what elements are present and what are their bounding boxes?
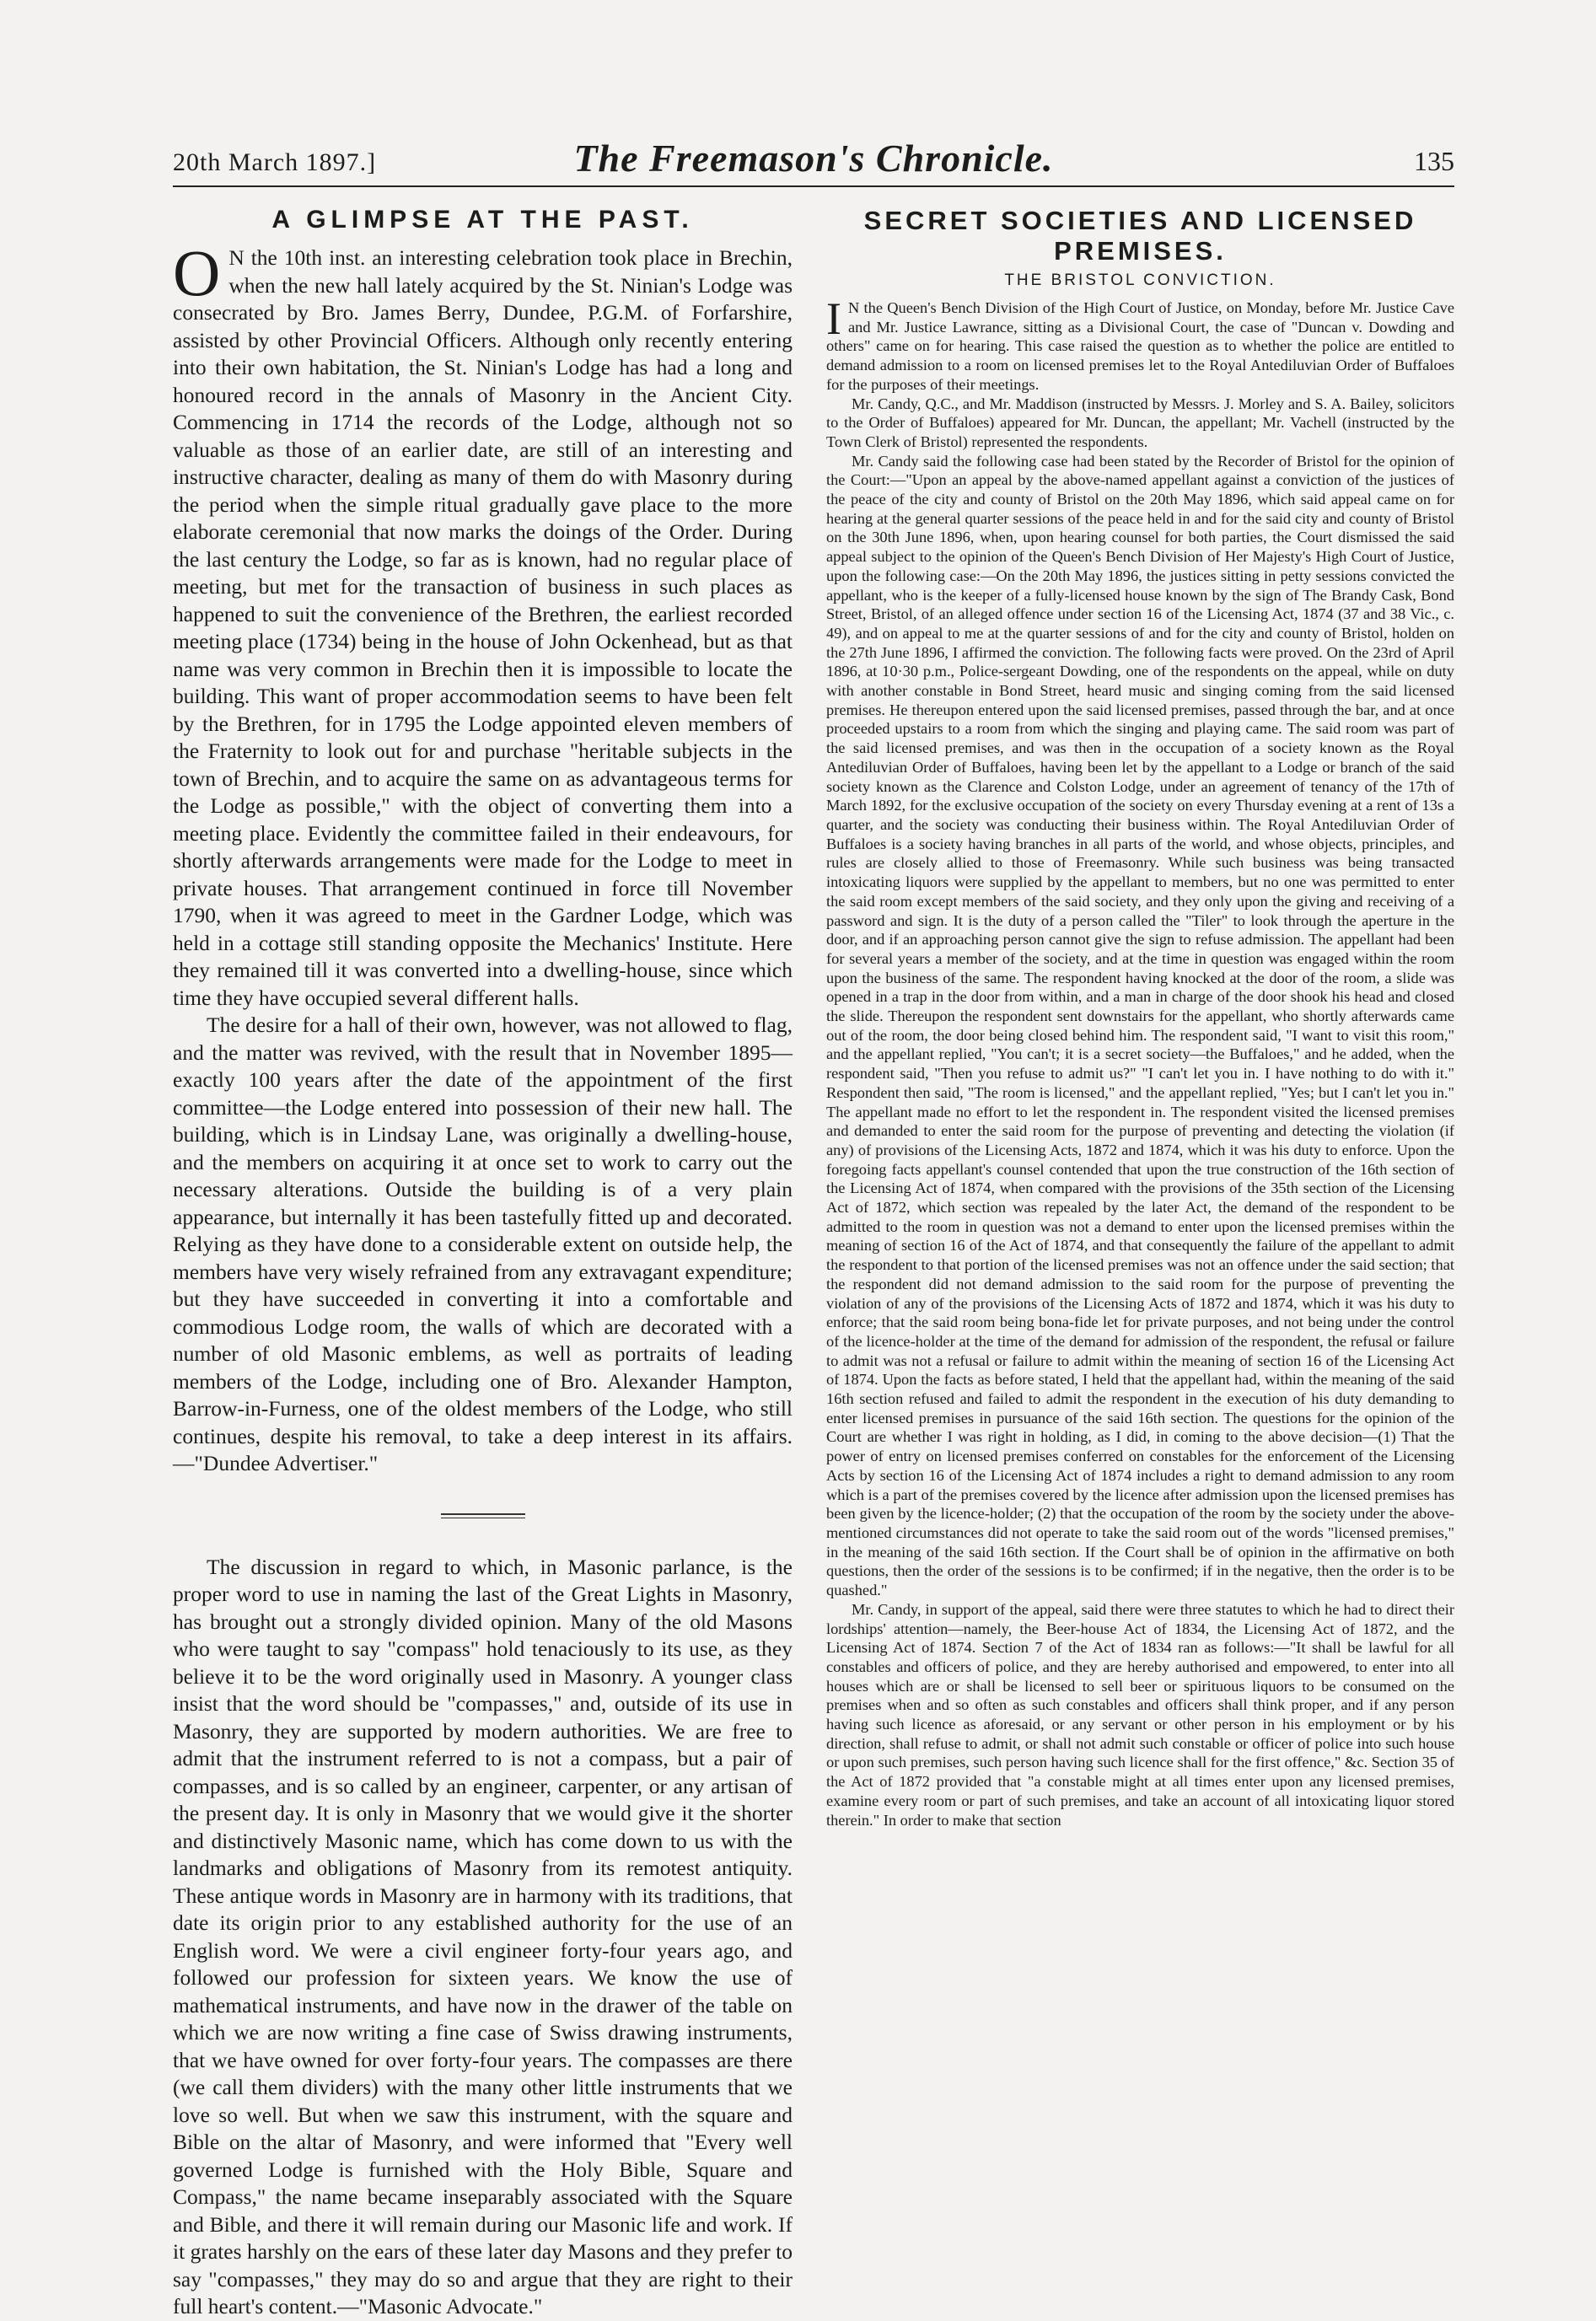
right-column (826, 202, 1454, 2158)
newspaper-title: The Freemason's Chronicle. (573, 137, 1054, 180)
article-paragraph: Mr. Candy said the following case had been stated by the Recorder of Bristol for the opinion of the Court:—"Upon an appeal by the above-named appellant against a conviction of the justices of the peace of the city and county of Bristol on the 20th May 1896, which said appeal came on for hearing at the general quarter sessions of the peace held in and for the said city and county of Bristol on the 30th June 1896, when, upon hearing counsel for both parties, the Court dismissed the said appeal subject to the opinion of the Queen's Bench Division of Her Majesty's High Court of Justice, upon the following case:—On the 20th May 1896, the justices sitting in petty sessions convicted the appellant, who is the keeper of a fully-licensed house known by the sign of The Brandy Cask, Bond Street, Bristol, of an alleged offence under section 16 of the Licensing Act, 1874 (37 and 38 Vic., c. 49), and on appeal to me at the quarter sessions of and for the city and county of Bristol, holden on the 27th June 1896, I affirmed the conviction. The following facts were proved. On the 23rd of April 1896, at 10·30 p.m., Police-sergeant Dowding, one of the respondents on the appeal, while on duty with another constable in Bond Street, heard music and singing coming from the said licensed premises. He thereupon entered upon the said licensed premises, passed through the bar, and at once proceeded upstairs to a room from which the singing and playing came. The said room was part of the said licensed premises, and was then in the occupation of a society known as the Royal Antediluvian Order of Buffaloes, having been let by the appellant to a Lodge or branch of the said society known as the Clarence and Colston Lodge, under an agreement of tenancy of the 17th of March 1892, for the exclusive occupation of the society on every Thursday evening at a rent of 13s a quarter, and the society was conducting their business within. The Royal Antediluvian Order of Buffaloes is a society having branches in all parts of the world, and whose objects, principles, and rules are closely allied to those of Freemasonry. While such business was being transacted intoxicating liquors were supplied by the appellant to members, but no one was permitted to enter the said room except members of the said society, and they only upon the giving and receiving of a password and sign. It is the duty of a person called the "Tiler" to look through the aperture in the door, and if an approaching person cannot give the sign to refuse admission. The appellant had been for several years a member of the society, and at the time in question was engaged within the room upon the business of the same. The respondent having knocked at the door of the room, a slide was opened in a trap in the door from within, and a man in charge of the door shook his head and closed the slide. Thereupon the respondent sent downstairs for the appellant, who shortly afterwards came out of the room, the door being closed behind him. The respondent said, "I want to visit this room," and the appellant replied, "You can't; it is a secret society—the Buffaloes," and he added, when the respondent said, "Then you refuse to admit us?" "I can't let you in. I have nothing to do with it." Respondent then said, "The room is licensed," and the appellant replied, "Yes; but I can't let you in." The appellant made no effort to let the respondent in. The respondent visited the licensed premises and demanded to enter the said room for the purpose of preventing and detecting the violation (if any) of provisions of the Licensing Acts, 1872 and 1874, which it was his duty to enforce. Upon the foregoing facts appellant's counsel contended that upon the true construction of the 16th section of the Licensing Act of 1874, when compared with the provisions of the 35th section of the Licensing Act of 1872, which section was repealed by the later Act, the demand of the respondent to be admitted to the room in question was not a demand to enter upon the licensed premises within the meaning of section 16 of the Act of 1874, and that consequently the failure of the appellant to admit the respondent to that portion of the licensed premises was not an offence under the said section; that the respondent did not demand admission to the said room for the purpose of preventing the violation of any of the provisions of the Licensing Acts of 1872 and 1874, which it was his duty to enforce; that the said room being bona-fide let for private purposes, and not being under the control of the licence-holder at the time of the demand for admission of the respondent, the refusal or failure to admit was not a refusal or failure to admit within the meaning of section 16 of the Licensing Act of 1874. Upon the facts as before stated, I held that the appellant had, within the meaning of the said 16th section refused and failed to admit the respondent in the execution of his duty demanding to enter licensed premises in pursuance of the said 16th section. The questions for the opinion of the Court are whether I was right in holding, as I did, in coming to the above decision—(1) That the power of entry on licensed premises conferred on constables for the enforcement of the Licensing Acts by section 16 of the Licensing Act of 1874 includes a right to demand admission to any room which is a part of the premises covered by the licence after admission upon the licensed premises has been given by the licence-holder; (2) that the occupation of the room by the society under the above-mentioned circumstances did not operate to take the said room out of the words "licensed premises," in the meaning of the said 16th section. If the Court shall be of opinion in the affirmative on both questions, then the order of the sessions is to be confirmed; if in the negative, then the order is to be quashed." (826, 452, 1454, 1599)
article-paragraph (173, 236, 793, 1012)
masthead (173, 135, 1454, 187)
article-paragraph (826, 293, 1454, 395)
left-column (173, 202, 793, 2318)
article-title-glimpse: A GLIMPSE AT THE PAST. (271, 206, 694, 234)
article-title-secret-societies: SECRET SOCIETIES AND LICENSED PREMISES. (863, 206, 1417, 266)
page-number: 135 (1414, 146, 1454, 176)
article-paragraph: Mr. Candy, Q.C., and Mr. Maddison (instructed by Messrs. J. Morley and S. A. Bailey, solicitors to the Order of Buffaloes) appeared for Mr. Duncan, the appellant; Mr. Vachell (instructed by the Town Clerk of Bristol) represented the respondents. (826, 395, 1454, 450)
article-subtitle: THE BRISTOL CONVICTION. (1004, 271, 1276, 289)
article-paragraph: The discussion in regard to which, in Masonic parlance, is the proper word to use in naming the last of the Great Lights in Masonry, has brought out a strongly divided opinion. Many of the old Masons who were taught to say "compass" hold tenaciously to its use, as they believe it to be the word originally used in Masonry. A younger class insist that the word should be "compasses," and, outside of its use in Masonry, they are supported by modern authorities. We are free to admit that the instrument referred to is not a compass, but a pair of compasses, and is so called by an engineer, carpenter, or any artisan of the present day. It is only in Masonry that we would give it the shorter and distinctively Masonic name, which has come down to us with the landmarks and obligations of Masonry from its remotest antiquity. These antique words in Masonry are in harmony with its traditions, that date its origin prior to any established authority for the use of an English word. We were a civil engineer forty-four years ago, and followed our profession for sixteen years. We know the use of mathematical instruments, and have now in the drawer of the table on which we are now writing a fine case of Swiss drawing instruments, that we have owned for over forty-four years. The compasses are there (we call them dividers) with the many other little instruments that we love so well. But when we saw this instrument, with the square and Bible on the altar of Masonry, and were informed that "Every well governed Lodge is furnished with the Holy Bible, Square and Compass," the name became inseparably associated with the Square and Bible, and there it will remain during our Masonic life and work. If it grates harshly on the ears of these later day Masons and they prefer to say "compasses," they may do so and argue that they are right to their full heart's content.—"Masonic Advocate." (173, 1554, 793, 2318)
drop-cap: O (173, 236, 221, 309)
drop-cap: I (826, 293, 841, 344)
article-paragraph: Mr. Candy, in support of the appeal, said there were three statutes to which he had to direct their lordships' attention—namely, the Beer-house Act of 1834, the Licensing Act of 1872, and the Licensing Act of 1874. Section 7 of the Act of 1834 ran as follows:—"It shall be lawful for all constables and officers of police, and they are hereby authorised and empowered, to enter into all houses which are or shall be licensed to sell beer or spirituous liquors to be consumed on the premises when and so often as such constables and officers shall think proper, and if any person having such licence as aforesaid, or any servant or other person in his employment or by his direction, shall refuse to admit, or shall not admit such constable or officer of police into such house or upon such premises, such person having such licence shall for the first offence," &c. Section 35 of the Act of 1872 provided that "a constable might at all times enter upon any licensed premises, examine every room or part of such premises, and take an account of all intoxicating liquor stored therein." In order to make that section (826, 1600, 1454, 1829)
paragraph-text: N the 10th inst. an interesting celebration took place in Brechin, when the new hall lately acquired by the St. Ninian's Lodge was consecrated by Bro. James Berry, Dundee, P.G.M. of Forfarshire, assisted by other Provincial Officers. Although only recently entering into their own habitation, the St. Ninian's Lodge has had a long and honoured record in the annals of Masonry in the Ancient City. Commencing in 1714 the records of the Lodge, although not so valuable as those of an earlier date, are still of an interesting and instructive character, dealing as many of them do with Masonry during the period when the simple ritual gradually gave place to the more elaborate ceremonial that now marks the doings of the Order. During the last century the Lodge, so far as is known, had no regular place of meeting, but met for the transaction of business in such places as happened to suit the convenience of the Brethren, the earliest recorded meeting place (1734) being in the house of John Ockenhead, but as that name was very common in Brechin then it is impossible to locate the building. This want of proper accommodation seems to have been felt by the Brethren, for in 1795 the Lodge appointed eleven members of the Fraternity to look out for and purchase "heritable subjects in the town of Brechin, and to acquire the same on as advantageous terms for the Lodge as possible," with the object of converting them into a meeting place. Evidently the committee failed in their endeavours, for shortly afterwards arrangements were made for the Lodge to meet in private houses. That arrangement continued in force till November 1790, when it was agreed to meet in the Gardner Lodge, which was held in a cottage still standing opposite the Mechanics' Institute. Here they remained till it was converted into a dwelling-house, since which time they have occupied several different halls. (173, 245, 793, 1010)
section-divider (441, 1513, 525, 1518)
article-paragraph: The desire for a hall of their own, however, was not allowed to flag, and the matter was revived, with the result that in November 1895—exactly 100 years after the date of the appointment of the first committee—the Lodge entered into possession of their new hall. The building, which is in Lindsay Lane, was originally a dwelling-house, and the members on acquiring it at once set to work to carry out the necessary alterations. Outside the building is of a very plain appearance, but internally it has been tastefully fitted up and decorated. Relying as they have done to a considerable extent on outside help, the members have very wisely refrained from any extravagant expenditure; but they have succeeded in converting it into a comfortable and commodious Lodge room, the walls of which are decorated with a number of old Masonic emblems, as well as portraits of leading members of the Lodge, including one of Bro. Alexander Hampton, Barrow-in-Furness, one of the oldest members of the Lodge, who still continues, despite his removal, to take a deep interest in its affairs.—"Dundee Advertiser." (173, 1013, 793, 1475)
issue-date: 20th March 1897.] (173, 148, 377, 176)
paragraph-text: N the Queen's Bench Division of the High Court of Justice, on Monday, before Mr. Justice Cave and Mr. Justice Lawrance, sitting as a Divisional Court, the case of "Duncan v. Dowding and others" came on for hearing. This case raised the question as to whether the police are entitled to demand admission to a room on licensed premises let to the Royal Antediluvian Order of Buffaloes for the purposes of their meetings. (826, 299, 1454, 393)
